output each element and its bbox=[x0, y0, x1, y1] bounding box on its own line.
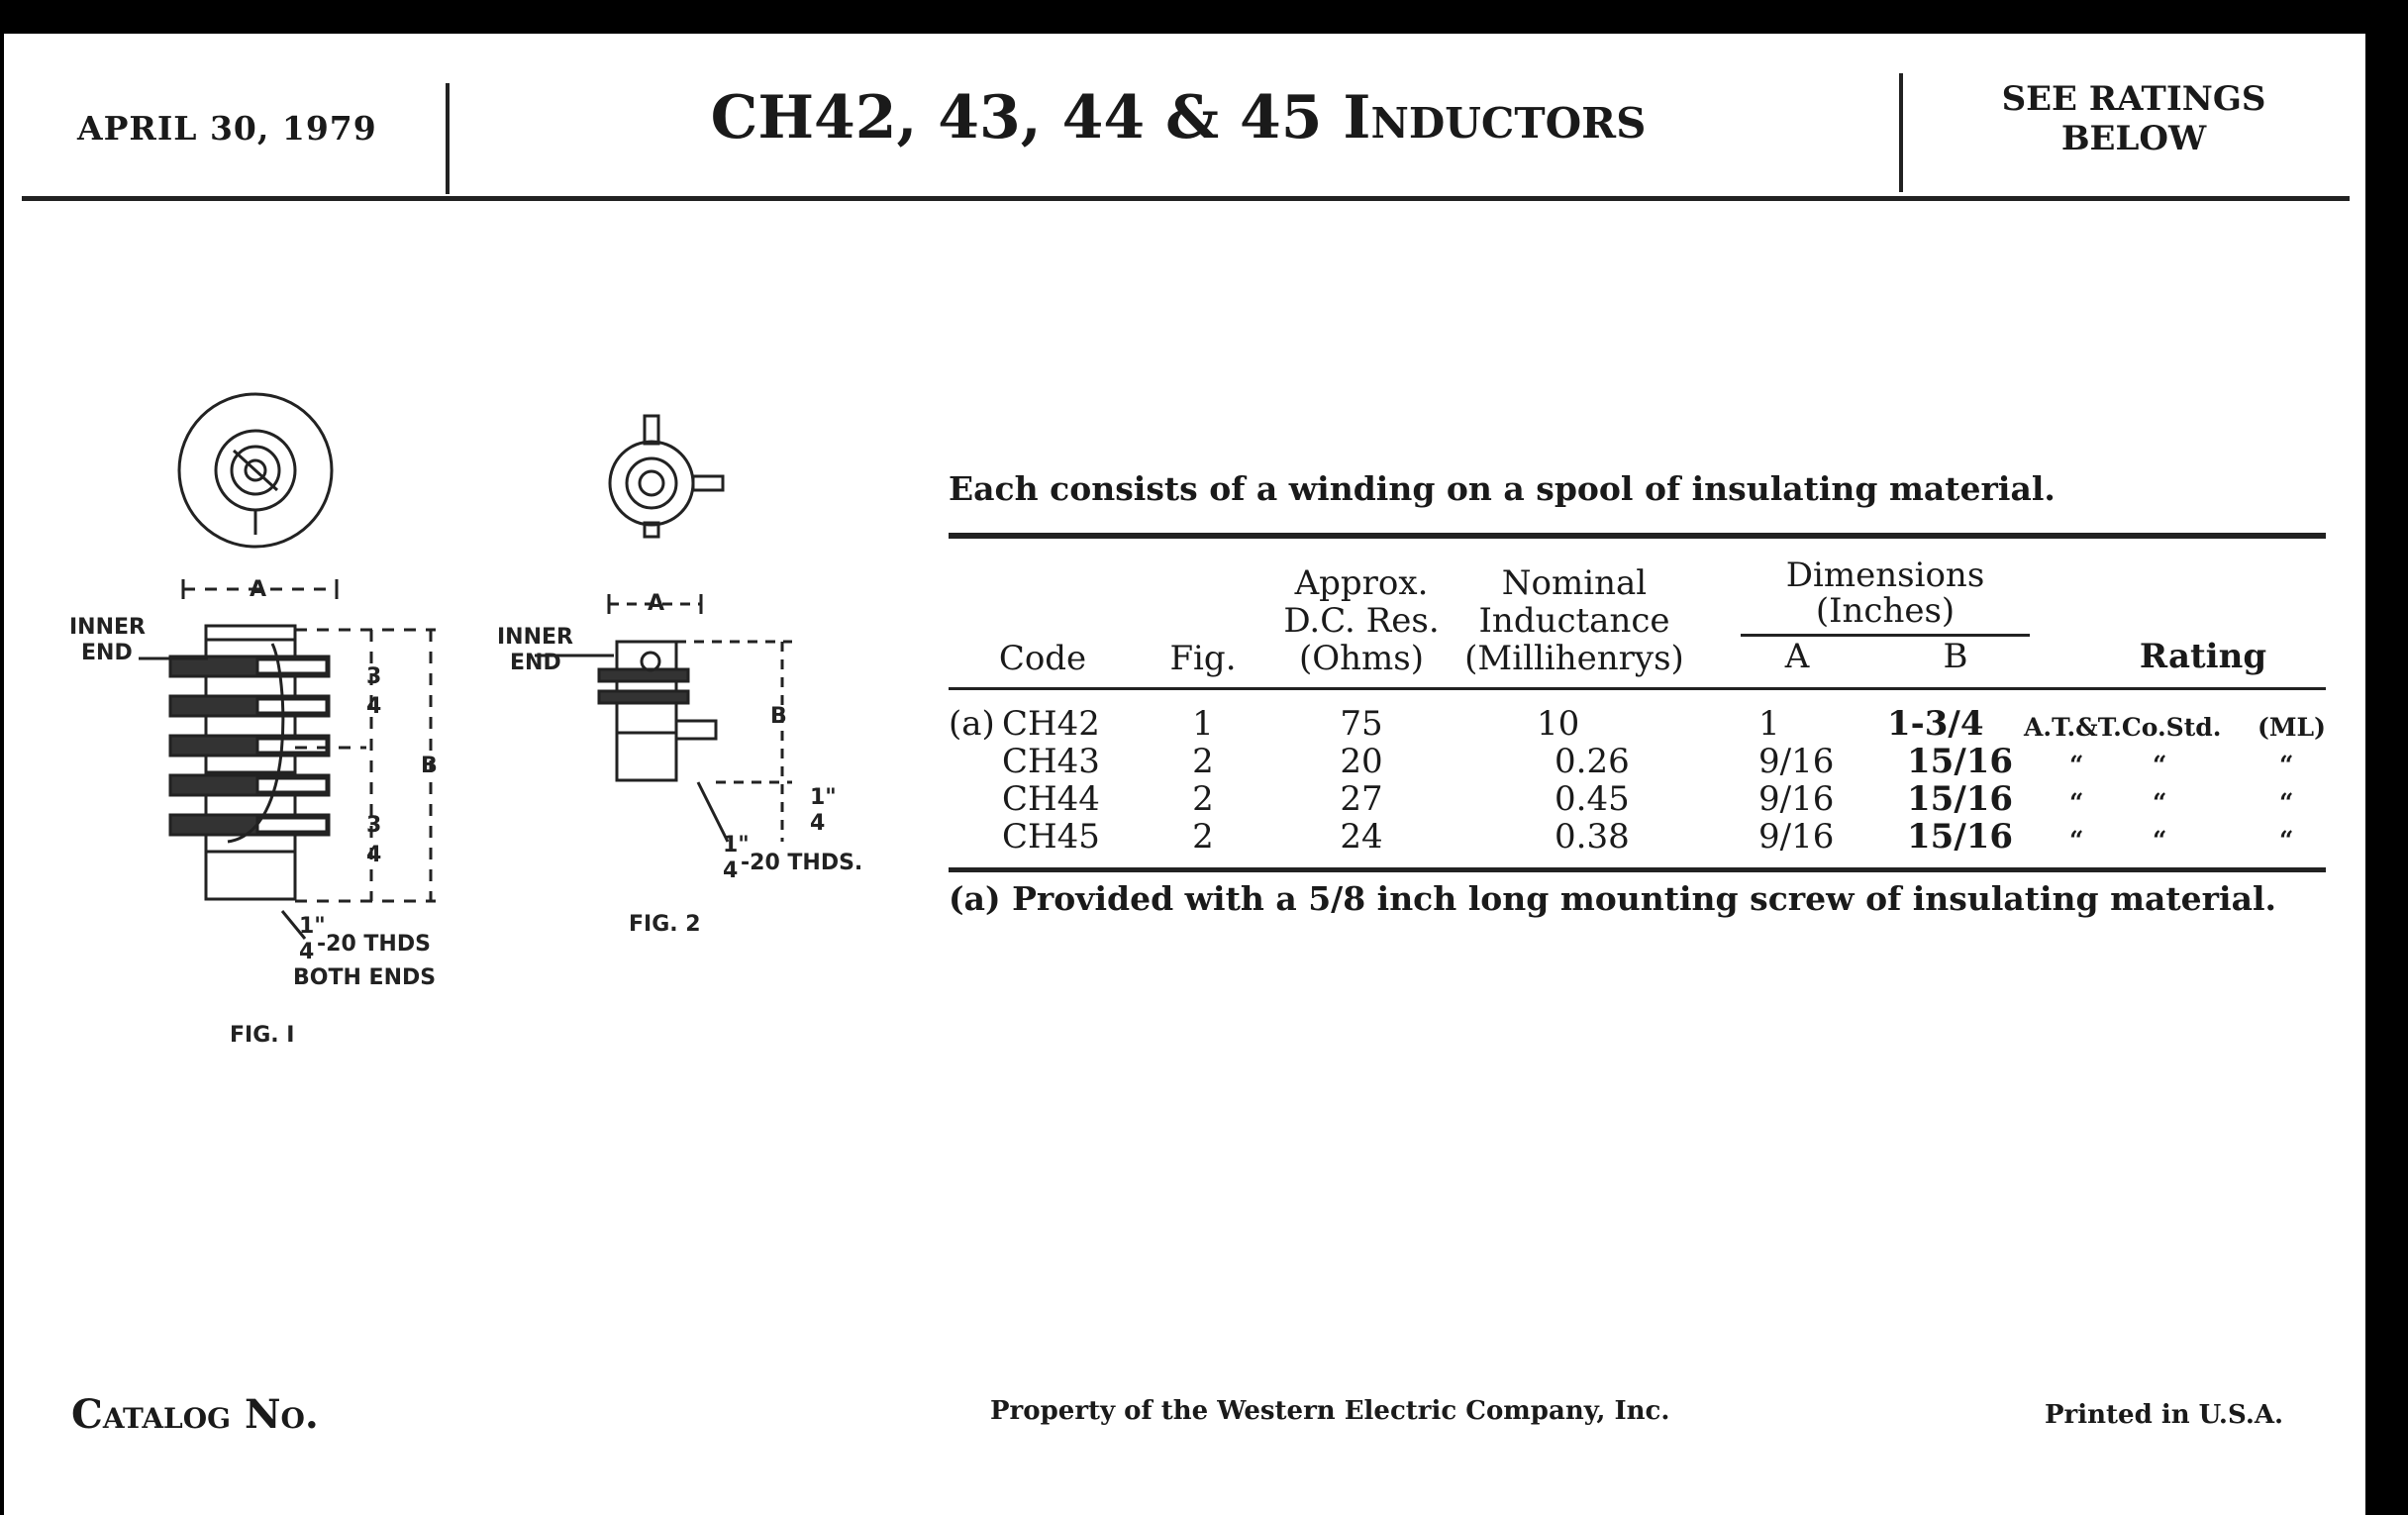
fig2-side-quarter-num: 1" bbox=[810, 785, 837, 810]
fig1-thread-both-ends: BOTH ENDS bbox=[293, 965, 437, 990]
row-ind: 10 bbox=[1537, 704, 1580, 744]
ratings-note-line2: BELOW bbox=[2060, 119, 2207, 158]
fig1-three-quarter-lower-den: 4 bbox=[366, 843, 382, 867]
row-rating: “ “ bbox=[2069, 788, 2167, 817]
row-dim-a: 9/16 bbox=[1758, 742, 1835, 781]
row-res: 27 bbox=[1340, 779, 1383, 819]
issue-date: APRIL 30, 1979 bbox=[77, 109, 377, 148]
fig2-end-label: END bbox=[510, 651, 561, 675]
fig2-thread-label: -20 THDS. bbox=[741, 851, 863, 875]
header-rule bbox=[22, 196, 2350, 201]
row-ind: 0.26 bbox=[1555, 742, 1630, 781]
row-dim-a: 9/16 bbox=[1758, 817, 1835, 857]
fig1-top-view bbox=[179, 394, 332, 547]
row-res: 20 bbox=[1340, 742, 1383, 781]
fig1-caption: FIG. I bbox=[230, 1023, 295, 1048]
ratings-note-line1: SEE RATINGS bbox=[2001, 79, 2266, 119]
printed-in-label: Printed in U.S.A. bbox=[2045, 1400, 2284, 1430]
col-header-dimensions-unit: (Inches) bbox=[1815, 591, 1956, 631]
table-bottom-rule bbox=[949, 867, 2326, 872]
fig1-three-quarter-upper-den: 4 bbox=[366, 694, 382, 719]
fig2-inner-label: INNER bbox=[497, 625, 573, 650]
fig2-side-quarter-den: 4 bbox=[810, 811, 826, 836]
col-header-ind-line1: Nominal bbox=[1501, 563, 1648, 603]
fig2-quarter-den: 4 bbox=[723, 858, 739, 883]
col-header-rating: Rating bbox=[2139, 637, 2267, 676]
row-ind: 0.38 bbox=[1555, 817, 1630, 857]
row-prefix: (a) bbox=[949, 704, 995, 744]
table-top-rule bbox=[949, 533, 2326, 539]
description-text: Each consists of a winding on a spool of insulating material. bbox=[949, 469, 2056, 508]
page-title: CH42, 43, 44 & 45 Inductors bbox=[710, 83, 1647, 152]
ratings-note bbox=[1931, 79, 2337, 158]
row-rating: “ “ bbox=[2069, 751, 2167, 779]
fig2-dim-a: A bbox=[648, 591, 665, 616]
row-code: CH44 bbox=[1002, 779, 1100, 819]
col-header-res-line1: Approx. bbox=[1294, 563, 1429, 603]
row-fig: 2 bbox=[1192, 817, 1214, 857]
row-fig: 1 bbox=[1192, 704, 1214, 744]
row-code: CH42 bbox=[1002, 704, 1100, 744]
fig1-three-quarter-lower: 3 bbox=[366, 813, 382, 838]
row-code: CH45 bbox=[1002, 817, 1100, 857]
header-divider-left bbox=[446, 83, 450, 194]
header-divider-right bbox=[1899, 73, 1903, 192]
col-header-fig: Fig. bbox=[1169, 639, 1237, 678]
fig1-dim-a: A bbox=[250, 577, 267, 602]
fig1-thread-label: -20 THDS bbox=[317, 932, 431, 957]
fig1-quarter-num: 1" bbox=[299, 914, 326, 939]
fig1-three-quarter-upper: 3 bbox=[366, 664, 382, 689]
col-header-dimensions: Dimensions bbox=[1785, 556, 1985, 595]
property-notice: Property of the Western Electric Company, Inc. bbox=[990, 1396, 1670, 1426]
col-header-code: Code bbox=[998, 639, 1087, 678]
row-dim-a: 1 bbox=[1758, 704, 1780, 744]
fig1-dim-b: B bbox=[421, 754, 438, 778]
row-rating-ml: “ bbox=[2279, 788, 2294, 817]
row-dim-b: 15/16 bbox=[1907, 742, 2014, 781]
row-dim-b: 15/16 bbox=[1907, 779, 2014, 819]
row-res: 75 bbox=[1340, 704, 1383, 744]
row-res: 24 bbox=[1340, 817, 1383, 857]
table-header-rule bbox=[949, 687, 2326, 690]
table-footnote: (a) Provided with a 5/8 inch long mounting screw of insulating material. bbox=[949, 879, 2276, 918]
row-dim-a: 9/16 bbox=[1758, 779, 1835, 819]
dimensions-group-rule bbox=[1741, 634, 2030, 637]
fig1-side-view bbox=[139, 579, 436, 939]
fig1-end-label: END bbox=[81, 641, 133, 665]
row-dim-b: 15/16 bbox=[1907, 817, 2014, 857]
row-rating: “ “ bbox=[2069, 826, 2167, 855]
fig2-top-view bbox=[610, 416, 723, 537]
col-header-res-line2: D.C. Res. bbox=[1283, 601, 1440, 641]
col-header-ind-line3: (Millihenrys) bbox=[1464, 639, 1684, 678]
inductor-drawings bbox=[40, 376, 911, 1069]
col-header-dim-b: B bbox=[1943, 637, 1968, 676]
fig2-dim-b: B bbox=[770, 704, 787, 729]
catalog-number-label: Catalog No. bbox=[71, 1391, 319, 1438]
row-fig: 2 bbox=[1192, 779, 1214, 819]
fig2-caption: FIG. 2 bbox=[629, 912, 701, 937]
col-header-ind-line2: Inductance bbox=[1478, 601, 1670, 641]
row-dim-b: 1-3/4 bbox=[1887, 704, 1984, 744]
row-fig: 2 bbox=[1192, 742, 1214, 781]
row-rating: A.T.&T.Co.Std. bbox=[2024, 713, 2222, 742]
fig1-quarter-den: 4 bbox=[299, 940, 315, 964]
row-ind: 0.45 bbox=[1555, 779, 1630, 819]
row-rating-ml: “ bbox=[2279, 826, 2294, 855]
row-code: CH43 bbox=[1002, 742, 1100, 781]
row-rating-ml: (ML) bbox=[2258, 713, 2326, 742]
fig2-quarter-num: 1" bbox=[723, 833, 750, 858]
fig2-side-view bbox=[535, 594, 792, 842]
fig1-inner-label: INNER bbox=[69, 615, 146, 640]
col-header-dim-a: A bbox=[1784, 637, 1810, 676]
row-rating-ml: “ bbox=[2279, 751, 2294, 779]
col-header-res-line3: (Ohms) bbox=[1299, 639, 1424, 678]
